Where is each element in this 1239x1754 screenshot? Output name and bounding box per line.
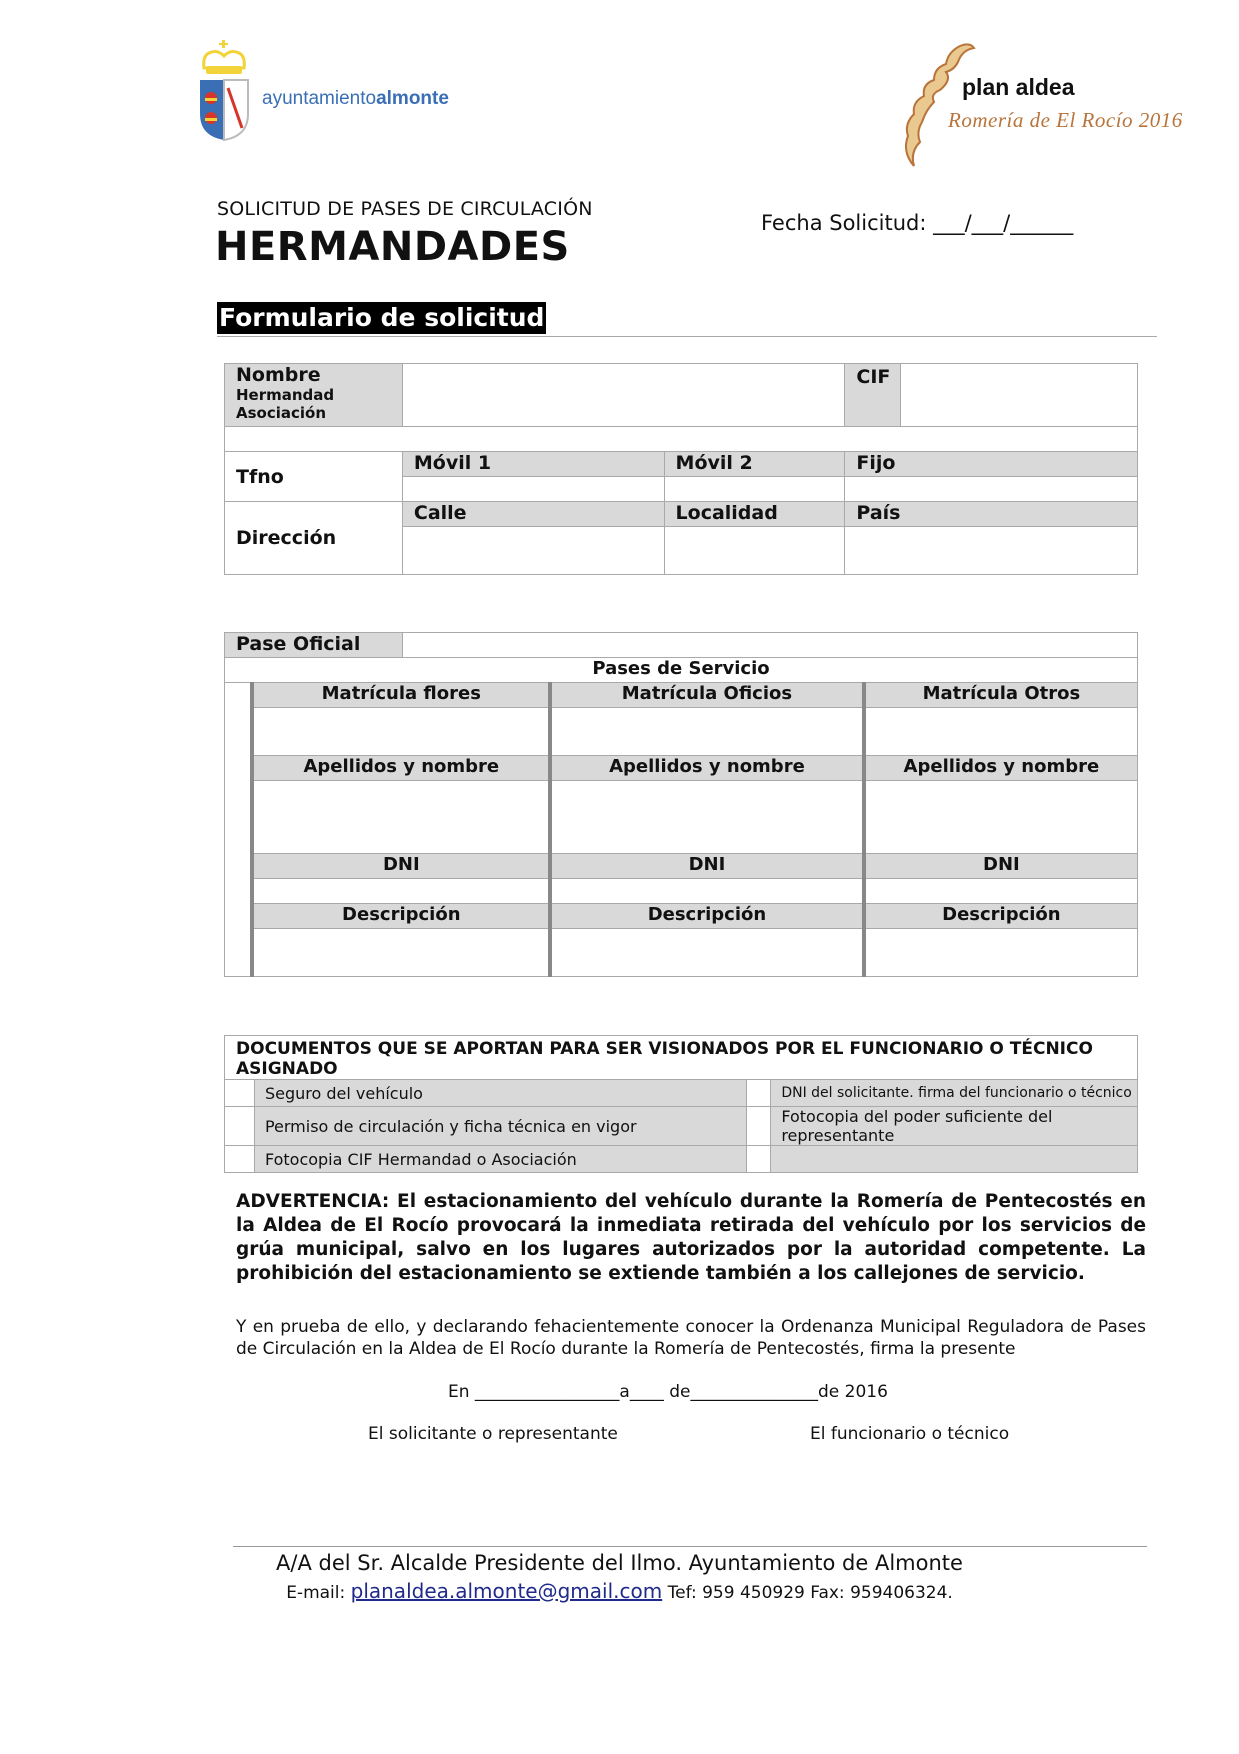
signature-applicant: El solicitante o representante [368,1424,618,1444]
passes-table [224,632,1138,977]
doc-checkbox-5[interactable] [747,1107,771,1146]
document-title: HERMANDADES [215,224,570,270]
nombre-sub-hermandad: Hermandad [236,386,335,404]
matricula-flores-input[interactable] [252,708,550,756]
movil2-label: Móvil 2 [664,452,845,477]
warning-label: ADVERTENCIA: [236,1191,390,1212]
descripcion-label-3: Descripción [864,904,1138,929]
warning-text: El estacionamiento del vehículo durante la Romería de Pentecostés en la Aldea de El Rocío provocará la inmediata retirada del vehículo por los servicios de grúa municipal, salvo en los lugares autorizados por la autoridad competente. La prohibición del estacionamiento se extiende también a los callejones de servicio. [236,1191,1146,1284]
logo-left-text [262,88,449,110]
declaration-paragraph: Y en prueba de ello, y declarando fehacientemente conocer la Ordenanza Municipal Reguladora de Pases de Circulación en la Aldea de El Rocío durante la Romería de Pentecostés, firma la presente [236,1317,1146,1359]
footer-divider [233,1546,1147,1547]
nombre-sub-asociacion: Asociación [236,404,327,422]
localidad-label: Localidad [664,502,845,527]
doc-poder-label: Fotocopia del poder suficiente del representante [771,1107,1138,1146]
doc-checkbox-6[interactable] [747,1146,771,1173]
place-date-line[interactable]: En _________________a____ de_______________de 2016 [448,1382,888,1402]
fecha-solicitud-field[interactable]: Fecha Solicitud: ___/___/______ [761,211,1074,235]
matricula-oficios-input[interactable] [550,708,864,756]
apellidos-input-3[interactable] [864,781,1138,854]
shield-icon [198,78,250,142]
plan-aldea-subtitle: Romería de El Rocío 2016 [948,108,1183,132]
doc-seguro-label: Seguro del vehículo [254,1080,746,1107]
cif-label: CIF [845,364,901,427]
dni-label-3: DNI [864,854,1138,879]
dni-input-2[interactable] [550,879,864,904]
doc-dni-label: DNI del solicitante. firma del funcionario o técnico [771,1080,1138,1107]
descripcion-input-2[interactable] [550,929,864,977]
pais-label: País [845,502,1138,527]
nombre-input[interactable] [402,364,845,427]
pases-servicio-label: Pases de Servicio [225,658,1138,683]
doc-checkbox-4[interactable] [747,1080,771,1107]
doc-empty-label [771,1146,1138,1173]
ayuntamiento-almonte-logo [196,40,476,150]
doc-cif-label: Fotocopia CIF Hermandad o Asociación [254,1146,746,1173]
descripcion-label-2: Descripción [550,904,864,929]
descripcion-input-3[interactable] [864,929,1138,977]
doc-checkbox-2[interactable] [225,1107,255,1146]
tfno-label: Tfno [225,452,403,502]
form-section-label: Formulario de solicitud [219,303,545,332]
matricula-oficios-label: Matrícula Oficios [550,683,864,708]
direccion-label: Dirección [225,502,403,575]
localidad-input[interactable] [664,527,845,575]
spacer-row [225,427,1138,452]
doc-permiso-label: Permiso de circulación y ficha técnica en vigor [254,1107,746,1146]
pais-input[interactable] [845,527,1138,575]
phone-fax: Tef: 959 450929 Fax: 959406324. [662,1583,953,1603]
entity-table [224,363,1138,575]
movil1-input[interactable] [402,477,664,502]
margin-column [225,683,253,977]
movil2-input[interactable] [664,477,845,502]
signature-official: El funcionario o técnico [810,1424,1010,1444]
nombre-label-cell [225,364,403,427]
apellidos-label-2: Apellidos y nombre [550,756,864,781]
apellidos-input-2[interactable] [550,781,864,854]
matricula-otros-label: Matrícula Otros [864,683,1138,708]
apellidos-label-1: Apellidos y nombre [252,756,550,781]
cif-input[interactable] [901,364,1138,427]
footer-addressee: A/A del Sr. Alcalde Presidente del Ilmo. Ayuntamiento de Almonte [276,1551,963,1575]
fijo-input[interactable] [845,477,1138,502]
calle-input[interactable] [402,527,664,575]
fijo-label: Fijo [845,452,1138,477]
email-link[interactable]: planaldea.almonte@gmail.com [350,1579,663,1603]
swoosh-icon [900,40,980,170]
logo-text-bold: almonte [376,88,449,109]
calle-label: Calle [402,502,664,527]
movil1-label: Móvil 1 [402,452,664,477]
matricula-otros-input[interactable] [864,708,1138,756]
pase-oficial-label: Pase Oficial [225,633,403,658]
footer-contact [0,1579,1239,1603]
dni-input-3[interactable] [864,879,1138,904]
documents-table [224,1035,1138,1173]
apellidos-label-3: Apellidos y nombre [864,756,1138,781]
warning-paragraph [236,1190,1146,1286]
apellidos-input-1[interactable] [252,781,550,854]
divider [217,336,1157,337]
pase-oficial-input[interactable] [402,633,1137,658]
email-label: E-mail: [286,1583,351,1603]
descripcion-input-1[interactable] [252,929,550,977]
dni-input-1[interactable] [252,879,550,904]
descripcion-label-1: Descripción [252,904,550,929]
plan-aldea-title: plan aldea [962,74,1075,100]
plan-aldea-logo [900,40,1190,180]
nombre-label: Nombre [236,364,321,386]
crown-icon [200,40,248,76]
document-subtitle: SOLICITUD DE PASES DE CIRCULACIÓN [217,198,593,220]
dni-label-2: DNI [550,854,864,879]
doc-checkbox-3[interactable] [225,1146,255,1173]
dni-label-1: DNI [252,854,550,879]
doc-checkbox-1[interactable] [225,1080,255,1107]
matricula-flores-label: Matrícula flores [252,683,550,708]
logo-text-regular: ayuntamiento [262,88,377,109]
documents-title: DOCUMENTOS QUE SE APORTAN PARA SER VISIONADOS POR EL FUNCIONARIO O TÉCNICO ASIGNADO [225,1036,1138,1080]
